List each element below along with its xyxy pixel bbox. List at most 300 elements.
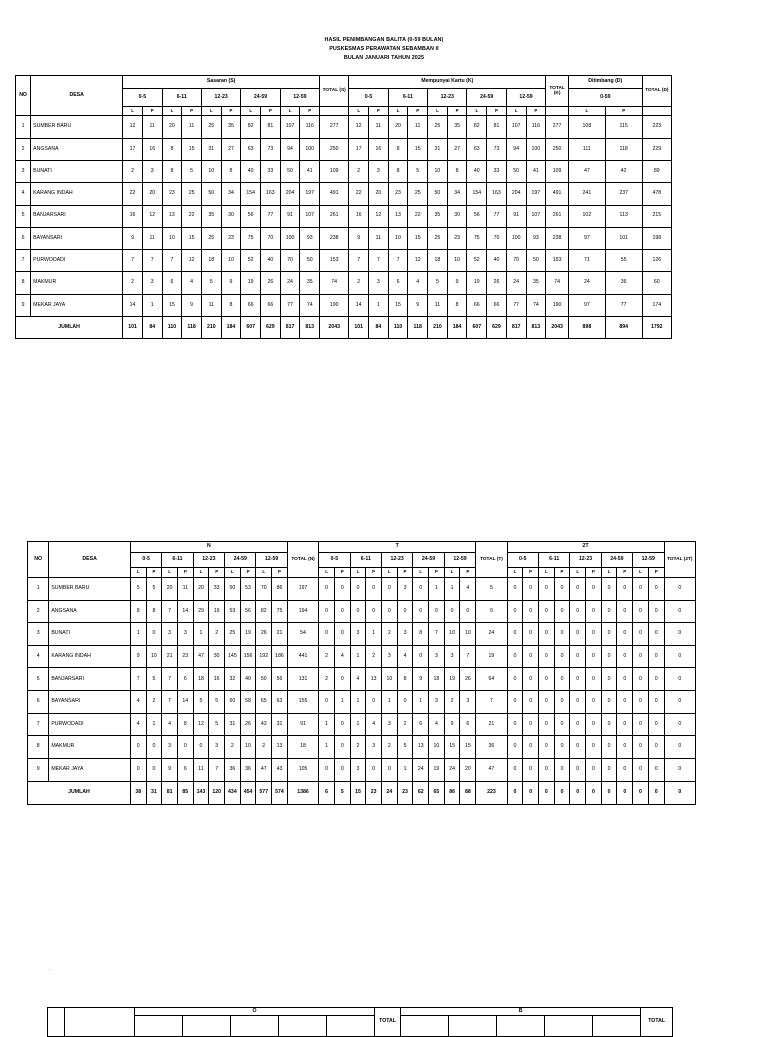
header-sex: P	[221, 106, 241, 116]
value-cell: 13	[366, 668, 382, 691]
header-sex: P	[272, 568, 288, 578]
total-cell: 153	[320, 250, 349, 272]
header-age-group: 0-5	[123, 89, 162, 106]
value-cell: 0	[146, 736, 162, 759]
value-cell: 56	[467, 205, 487, 227]
table-row	[16, 205, 672, 227]
value-cell: 94	[280, 138, 300, 160]
value-cell: 0	[554, 668, 570, 691]
header-age-group: 0-5	[319, 552, 350, 568]
value-cell: 1	[366, 623, 382, 646]
value-cell: 3	[142, 272, 162, 294]
value-cell: 101	[605, 227, 642, 249]
value-cell: 30	[209, 645, 225, 668]
header-age-group: 0-5	[507, 552, 538, 568]
row-number: 7	[28, 713, 49, 736]
value-cell: 14	[349, 294, 369, 316]
header-sex: P	[429, 568, 445, 578]
value-cell: 3	[177, 623, 193, 646]
value-cell: 0	[350, 577, 366, 600]
value-cell: 111	[568, 138, 605, 160]
value-cell: 0	[334, 668, 350, 691]
value-cell: 4	[397, 645, 413, 668]
value-cell: 66	[467, 294, 487, 316]
value-cell: 9	[182, 294, 202, 316]
value-cell: 0	[648, 691, 664, 714]
sum-cell: 0	[554, 781, 570, 804]
value-cell: 4	[460, 577, 476, 600]
value-cell: 3	[397, 623, 413, 646]
value-cell: 0	[319, 623, 335, 646]
value-cell: 0	[366, 691, 382, 714]
value-cell: 241	[568, 183, 605, 205]
value-cell: 24	[280, 272, 300, 294]
value-cell: 11	[428, 294, 448, 316]
value-cell: 93	[526, 227, 546, 249]
value-cell: 81	[487, 116, 507, 138]
value-cell: 70	[261, 227, 281, 249]
value-cell: 0	[319, 600, 335, 623]
table-row	[16, 116, 672, 138]
value-cell: 23	[177, 645, 193, 668]
sum-cell: 84	[369, 316, 389, 338]
value-cell: 21	[162, 645, 178, 668]
value-cell: 100	[300, 138, 320, 160]
table-row	[28, 736, 696, 759]
row-number: 4	[28, 645, 49, 668]
total-cell: 0	[664, 645, 695, 668]
total-cell: 238	[546, 227, 569, 249]
header-desa: DESA	[31, 76, 123, 116]
value-cell: 0	[617, 713, 633, 736]
header-age-group: 12-23	[428, 89, 467, 106]
total-cell: 261	[546, 205, 569, 227]
value-cell: 22	[182, 205, 202, 227]
header-total-o: TOTAL	[375, 1008, 401, 1037]
value-cell: 154	[241, 183, 261, 205]
value-cell: 15	[444, 736, 460, 759]
value-cell: 0	[601, 645, 617, 668]
value-cell: 36	[240, 758, 256, 781]
sum-cell: 898	[568, 316, 605, 338]
sum-cell: 813	[526, 316, 546, 338]
header-sex: P	[261, 106, 281, 116]
value-cell: 20	[460, 758, 476, 781]
value-cell: 17	[123, 138, 143, 160]
value-cell: 50	[506, 160, 526, 182]
value-cell: 10	[381, 668, 397, 691]
value-cell: 5	[209, 713, 225, 736]
sum-cell: 84	[142, 316, 162, 338]
value-cell: 0	[334, 577, 350, 600]
row-number: 9	[28, 758, 49, 781]
sum-cell: 143	[193, 781, 209, 804]
value-cell: 73	[487, 138, 507, 160]
header-sex: L	[256, 568, 272, 578]
value-cell: 0	[146, 758, 162, 781]
header-age-group: 6-11	[388, 89, 427, 106]
stray-mark: .	[49, 966, 51, 972]
table-row	[16, 272, 672, 294]
value-cell: 113	[605, 205, 642, 227]
sum-cell: 118	[182, 316, 202, 338]
value-cell: 1	[334, 691, 350, 714]
value-cell: 192	[256, 645, 272, 668]
total-cell: 0	[664, 758, 695, 781]
value-cell: 1	[350, 645, 366, 668]
value-cell: 0	[334, 758, 350, 781]
value-cell: 26	[240, 713, 256, 736]
value-cell: 20	[388, 116, 408, 138]
value-cell: 7	[162, 668, 178, 691]
value-cell: 21	[272, 623, 288, 646]
value-cell: 0	[507, 600, 523, 623]
value-cell: 10	[221, 250, 241, 272]
header-sex: L	[570, 568, 586, 578]
value-cell: 11	[193, 758, 209, 781]
value-cell: 12	[182, 250, 202, 272]
header-ditimbang: Ditimbang (D)	[568, 76, 642, 89]
value-cell: 1	[429, 577, 445, 600]
value-cell: 2	[123, 272, 143, 294]
value-cell: 3	[460, 691, 476, 714]
value-cell: 14	[177, 691, 193, 714]
value-cell: 36	[605, 272, 642, 294]
value-cell: 25	[408, 183, 428, 205]
header-sex: P	[240, 568, 256, 578]
value-cell: 35	[221, 116, 241, 138]
total-row	[28, 781, 696, 804]
village-name: BANJARSARI	[31, 205, 123, 227]
value-cell: 2	[123, 160, 143, 182]
total-cell: 131	[287, 668, 318, 691]
value-cell: 40	[487, 250, 507, 272]
sum-cell: 2043	[320, 316, 349, 338]
value-cell: 116	[300, 116, 320, 138]
header-t: T	[319, 542, 476, 553]
value-cell: 0	[617, 758, 633, 781]
value-cell: 0	[319, 758, 335, 781]
value-cell: 0	[413, 577, 429, 600]
sum-cell: 62	[413, 781, 429, 804]
value-cell: 156	[240, 645, 256, 668]
value-cell: 25	[201, 227, 221, 249]
header-total-k: TOTAL (K)	[546, 76, 569, 107]
header-sex: P	[146, 568, 162, 578]
header-age-group: 6-11	[538, 552, 569, 568]
header-sex: P	[142, 106, 162, 116]
header-sex: P	[177, 568, 193, 578]
value-cell: 91	[506, 205, 526, 227]
value-cell: 0	[633, 668, 649, 691]
total-cell: 174	[642, 294, 671, 316]
value-cell: 10	[444, 623, 460, 646]
value-cell: 0	[570, 577, 586, 600]
value-cell: 3	[429, 691, 445, 714]
value-cell: 0	[538, 691, 554, 714]
header-age-group: 0-59	[568, 89, 642, 106]
header-kartu: Mempunyai Kartu (K)	[349, 76, 546, 89]
header-sex: L	[538, 568, 554, 578]
value-cell: 7	[388, 250, 408, 272]
header-sex: P	[586, 568, 602, 578]
header-sex: L	[467, 106, 487, 116]
value-cell: 5	[397, 736, 413, 759]
total-cell: 250	[546, 138, 569, 160]
header-sex: L	[280, 106, 300, 116]
value-cell: 77	[261, 205, 281, 227]
report-title: HASIL PENIMBANGAN BALITA (0-59 BULAN)	[324, 37, 444, 43]
header-sex: L	[633, 568, 649, 578]
value-cell: 2	[350, 736, 366, 759]
value-cell: 0	[570, 691, 586, 714]
value-cell: 163	[487, 183, 507, 205]
value-cell: 7	[123, 250, 143, 272]
village-name: ANGSANA	[31, 138, 123, 160]
value-cell: 8	[177, 713, 193, 736]
table-header-row	[48, 1016, 673, 1037]
value-cell: 29	[193, 600, 209, 623]
value-cell: 56	[240, 600, 256, 623]
value-cell: 50	[225, 577, 241, 600]
total-cell: 491	[546, 183, 569, 205]
value-cell: 0	[507, 691, 523, 714]
sum-cell: 454	[240, 781, 256, 804]
value-cell: 0	[648, 758, 664, 781]
header-age-group: 12-59	[444, 552, 476, 568]
value-cell: 9	[444, 713, 460, 736]
value-cell: 40	[240, 668, 256, 691]
value-cell: 0	[366, 758, 382, 781]
value-cell: 3	[366, 736, 382, 759]
value-cell: 70	[280, 250, 300, 272]
value-cell: 35	[447, 116, 467, 138]
value-cell: 14	[177, 600, 193, 623]
value-cell: 23	[388, 183, 408, 205]
total-cell: 64	[476, 668, 507, 691]
header-sex: P	[460, 568, 476, 578]
value-cell: 0	[633, 623, 649, 646]
total-cell: 277	[320, 116, 349, 138]
value-cell: 2	[444, 691, 460, 714]
value-cell: 2	[146, 691, 162, 714]
value-cell: 77	[605, 294, 642, 316]
value-cell: 31	[225, 713, 241, 736]
value-cell: 10	[201, 160, 221, 182]
value-cell: 1	[319, 736, 335, 759]
value-cell: 2	[209, 623, 225, 646]
header-sex: L	[428, 106, 448, 116]
sum-cell: 101	[123, 316, 143, 338]
header-age-group: 12-59	[280, 89, 319, 106]
value-cell: 33	[487, 160, 507, 182]
value-cell: 0	[554, 600, 570, 623]
sum-cell: 0	[586, 781, 602, 804]
value-cell: 16	[142, 138, 162, 160]
header-age-group: 24-59	[241, 89, 280, 106]
value-cell: 8	[388, 160, 408, 182]
header-sex: P	[487, 106, 507, 116]
village-name: SUMBER BARU	[49, 577, 131, 600]
value-cell: 3	[162, 736, 178, 759]
sum-cell: 101	[349, 316, 369, 338]
value-cell: 15	[408, 227, 428, 249]
value-cell: 31	[428, 138, 448, 160]
sum-cell: 0	[648, 781, 664, 804]
sum-cell: 0	[523, 781, 539, 804]
value-cell: 18	[201, 250, 221, 272]
total-cell: 0	[664, 713, 695, 736]
total-cell: 18	[287, 736, 318, 759]
value-cell: 52	[241, 250, 261, 272]
value-cell: 7	[429, 623, 445, 646]
table-row	[28, 758, 696, 781]
value-cell: 0	[523, 577, 539, 600]
value-cell: 2	[319, 668, 335, 691]
value-cell: 1	[142, 294, 162, 316]
sum-cell: 0	[633, 781, 649, 804]
value-cell: 154	[467, 183, 487, 205]
row-number: 9	[16, 294, 31, 316]
value-cell: 40	[241, 160, 261, 182]
value-cell: 3	[429, 645, 445, 668]
sum-cell: 118	[408, 316, 428, 338]
value-cell: 100	[280, 227, 300, 249]
sum-cell: 184	[221, 316, 241, 338]
value-cell: 145	[225, 645, 241, 668]
value-cell: 0	[648, 600, 664, 623]
header-sex: L	[241, 106, 261, 116]
value-cell: 4	[350, 668, 366, 691]
value-cell: 70	[506, 250, 526, 272]
value-cell: 0	[523, 736, 539, 759]
value-cell: 11	[182, 116, 202, 138]
value-cell: 0	[334, 600, 350, 623]
value-cell: 197	[526, 183, 546, 205]
value-cell: 33	[209, 577, 225, 600]
value-cell: 50	[428, 183, 448, 205]
value-cell: 0	[130, 758, 146, 781]
value-cell: 4	[408, 272, 428, 294]
value-cell: 1	[397, 758, 413, 781]
total-cell: 250	[320, 138, 349, 160]
sum-cell: 2043	[546, 316, 569, 338]
value-cell: 2	[381, 623, 397, 646]
header-sex: P	[182, 106, 202, 116]
value-cell: 75	[272, 600, 288, 623]
value-cell: 6	[177, 758, 193, 781]
total-cell: 190	[546, 294, 569, 316]
header-blank	[183, 1016, 231, 1037]
row-number: 2	[28, 600, 49, 623]
table-row	[16, 183, 672, 205]
value-cell: 13	[162, 205, 182, 227]
value-cell: 23	[447, 227, 467, 249]
value-cell: 0	[523, 668, 539, 691]
value-cell: 0	[366, 577, 382, 600]
value-cell: 12	[369, 205, 389, 227]
value-cell: 77	[280, 294, 300, 316]
value-cell: 0	[586, 577, 602, 600]
value-cell: 2	[225, 736, 241, 759]
value-cell: 8	[397, 668, 413, 691]
value-cell: 22	[349, 183, 369, 205]
value-cell: 0	[193, 736, 209, 759]
total-cell: 223	[642, 116, 671, 138]
value-cell: 8	[221, 294, 241, 316]
value-cell: 0	[538, 713, 554, 736]
table-row	[16, 294, 672, 316]
value-cell: 13	[388, 205, 408, 227]
value-cell: 4	[366, 713, 382, 736]
value-cell: 0	[366, 600, 382, 623]
value-cell: 100	[526, 138, 546, 160]
header-2t: 2T	[507, 542, 664, 553]
value-cell: 8	[162, 160, 182, 182]
value-cell: 75	[467, 227, 487, 249]
value-cell: 9	[349, 227, 369, 249]
village-name: MEKAR JAYA	[31, 294, 123, 316]
sum-cell: 607	[467, 316, 487, 338]
value-cell: 9	[221, 272, 241, 294]
value-cell: 163	[261, 183, 281, 205]
header-sex: L	[193, 568, 209, 578]
header-sex: P	[408, 106, 428, 116]
value-cell: 75	[241, 227, 261, 249]
value-cell: 65	[256, 691, 272, 714]
value-cell: 56	[241, 205, 261, 227]
value-cell: 41	[300, 160, 320, 182]
value-cell: 27	[221, 138, 241, 160]
value-cell: 4	[130, 691, 146, 714]
row-number: 8	[16, 272, 31, 294]
header-blank	[449, 1016, 497, 1037]
value-cell: 0	[648, 645, 664, 668]
value-cell: 0	[570, 645, 586, 668]
value-cell: 0	[570, 736, 586, 759]
village-name: BANJARSARI	[49, 668, 131, 691]
header-age-group: 24-59	[413, 552, 444, 568]
table-row	[16, 138, 672, 160]
header-sex: L	[349, 106, 369, 116]
value-cell: 0	[444, 600, 460, 623]
header-age-group: 6-11	[162, 89, 201, 106]
value-cell: 11	[142, 116, 162, 138]
header-total-d: TOTAL (D)	[642, 76, 671, 107]
value-cell: 0	[523, 645, 539, 668]
value-cell: 3	[350, 758, 366, 781]
value-cell: 0	[601, 577, 617, 600]
value-cell: 5	[146, 577, 162, 600]
value-cell: 19	[467, 272, 487, 294]
village-name: KARANG INDAH	[31, 183, 123, 205]
value-cell: 40	[261, 250, 281, 272]
sum-cell: 574	[272, 781, 288, 804]
value-cell: 5	[209, 691, 225, 714]
total-cell: 91	[287, 713, 318, 736]
value-cell: 197	[300, 183, 320, 205]
value-cell: 10	[460, 623, 476, 646]
value-cell: 0	[617, 668, 633, 691]
value-cell: 16	[349, 205, 369, 227]
value-cell: 0	[601, 623, 617, 646]
value-cell: 22	[408, 205, 428, 227]
value-cell: 30	[221, 205, 241, 227]
sum-cell: 31	[146, 781, 162, 804]
value-cell: 12	[142, 205, 162, 227]
value-cell: 93	[300, 227, 320, 249]
total-cell: 478	[642, 183, 671, 205]
